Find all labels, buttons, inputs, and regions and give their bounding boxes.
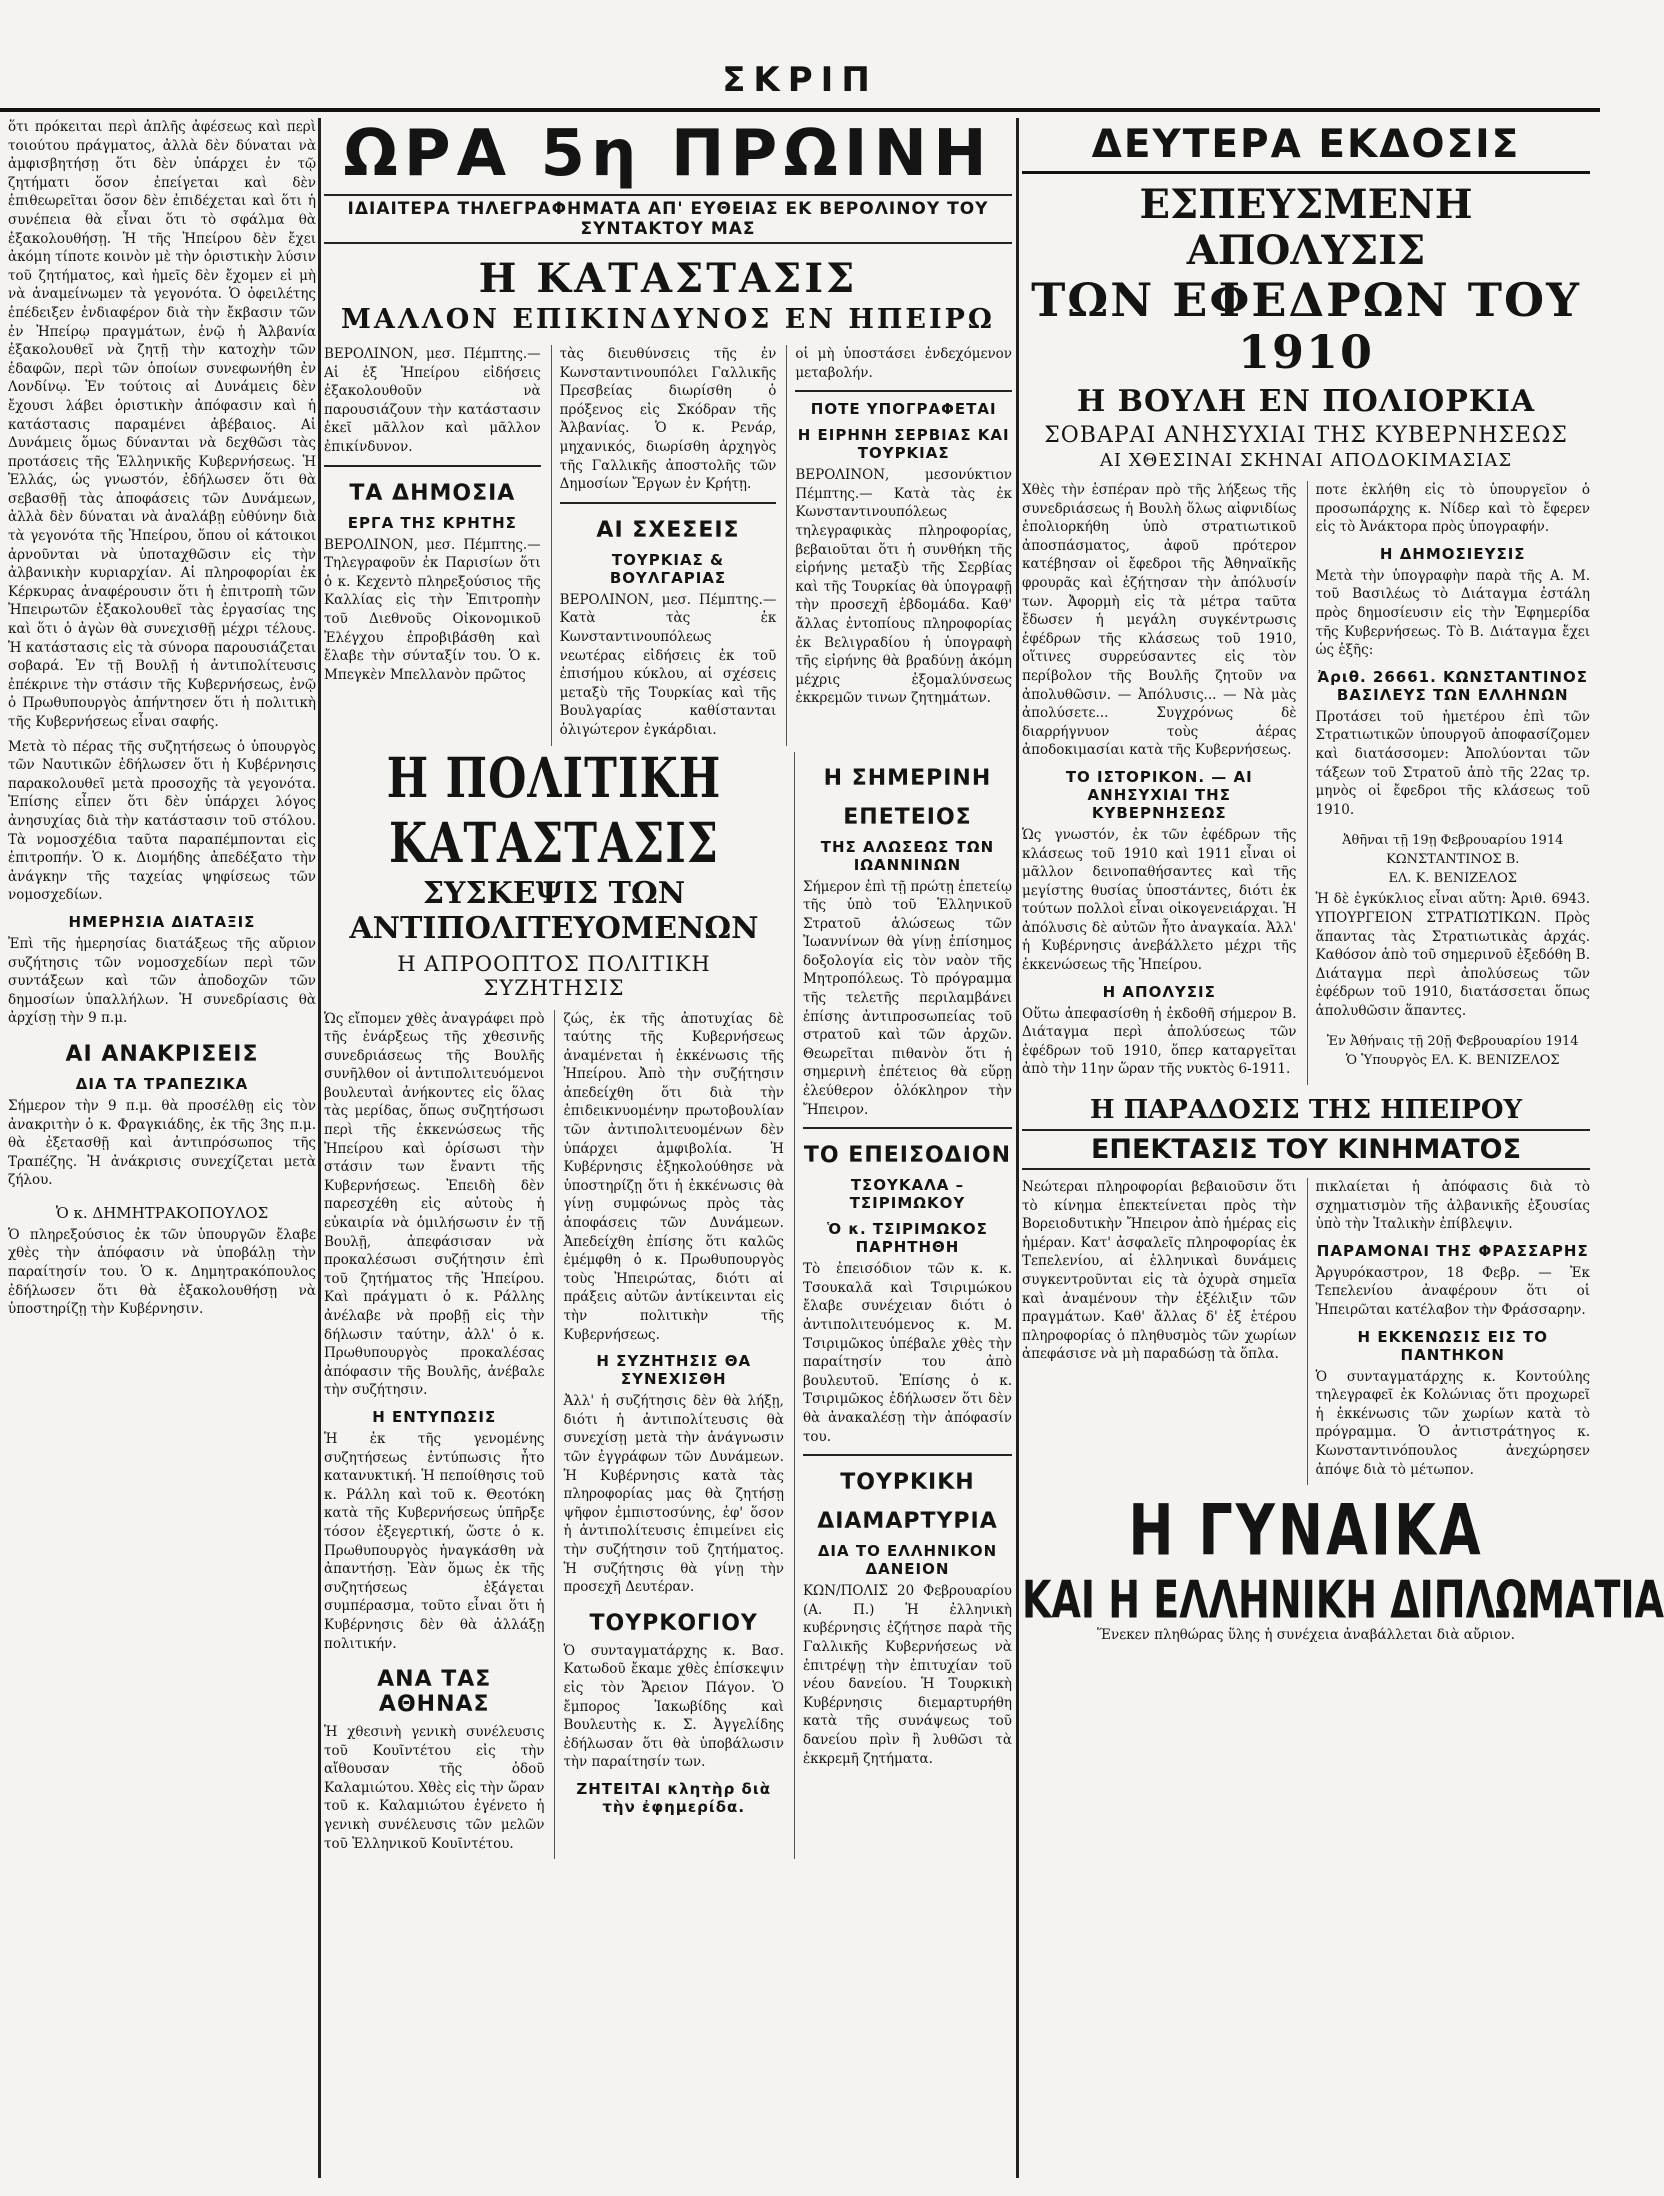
article-text: Τὸ ἐπεισόδιον τῶν κ. κ. Τσουκαλᾶ καὶ Τσιριμώκου ἔλαβε συνέχειαν διότι ὁ ἀντιπολιτευόμενος κ. Μ. Τσιριμῶκος ὑπέβαλε χθὲς τὴν παραίτησίν του ἀπὸ βουλευτοῦ. Ἐπίσης ὁ κ. Τσιριμῶκος ἐδήλωσεν ὅτι δὲν θὰ ἀνακαλέσῃ τὴν ἀπόφασίν του.	[802, 1261, 1012, 1445]
divider	[803, 1454, 1012, 1456]
right-col-2	[1307, 481, 1591, 1085]
politics-col-1	[324, 1010, 544, 1860]
epirus-columns	[1022, 1178, 1590, 1485]
masthead: ΣΚΡΙΠ	[722, 60, 878, 100]
section-subheading: Η ΕΙΡΗΝΗ ΣΕΡΒΙΑΣ ΚΑΙ ΤΟΥΡΚΙΑΣ	[797, 426, 1010, 463]
dispatch-col-1	[324, 345, 541, 746]
right-col-1	[1022, 481, 1297, 1085]
section-heading: ΑΝΑ ΤΑΣ ΑΘΗΝΑΣ	[377, 1667, 492, 1718]
headline-espeusmeni: ΕΣΠΕΥΣΜΕΝΗ ΑΠΟΛΥΣΙΣ	[1139, 181, 1473, 274]
headline-vouli: Η ΒΟΥΛΗ ΕΝ ΠΟΛΙΟΡΚΙΑ	[1076, 384, 1536, 419]
article-text: Οὕτω ἀπεφασίσθη ἡ ἐκδοθῆ σήμερον Β. Διάταγμα περὶ ἀπολύσεως τῶν ἐφέδρων τοῦ 1910, ὅπερ καταργεῖται ἀπὸ τὴν 11ην ὥραν τῆς νυκτὸς 6-1911.	[1022, 1005, 1297, 1078]
article-text: Μετὰ τὸ πέρας τῆς συζητήσεως ὁ ὑπουργὸς τῶν Ναυτικῶν ἐδήλωσεν ὅτι ἡ Κυβέρνησις παρακολουθεῖ μετὰ προσοχῆς τὰ γεγονότα. Ἐπίσης εἶπεν ὅτι δὲν ὑπάρχει λόγος ἀνησυχίας διὰ τὴν κατάστασιν τοῦ στόλου. Τὰ νομοσχέδια ταῦτα παραπέμπονται εἰς ἐπιτροπήν. Ὁ κ. Διομήδης ἀπεδέξατο τὴν ἀνάγκην τῆς ταχείας ψηφίσεως τῶν νομοσχεδίων.	[8, 738, 316, 904]
divider	[560, 502, 777, 504]
article-text: Ὁ συνταγματάρχης κ. Κοντούλης τηλεγραφεῖ ἐκ Κολώνιας ὅτι προχωρεῖ ἡ ἐκκένωσις τῶν χωρίων κατὰ τὸ πρόγραμμα. Ὁ ἀντιστράτηγος κ. Κωνσταντινόπουλος ἀνεχώρησεν ἀπόψε διὰ τὸ μέτωπον.	[1315, 1368, 1590, 1478]
section-subheading: Ὁ κ. ΤΣΙΡΙΜΩΚΟΣ ΠΑΡΗΤΗΘΗ	[827, 1220, 988, 1257]
article-text: Ἕνεκεν πληθώρας ὕλης ἡ συνέχεια ἀναβάλλεται διὰ αὔριον.	[1097, 1627, 1515, 1644]
divider	[324, 465, 541, 467]
headline-politiki: Η ΠΟΛΙΤΙΚΗ ΚΑΤΑΣΤΑΣΙΣ	[386, 746, 722, 876]
headline-diplomatia: ΚΑΙ Η ΕΛΛΗΝΙΚΗ ΔΙΠΛΩΜΑΤΙΑ	[1022, 1570, 1664, 1630]
divider	[795, 390, 1012, 392]
section-heading: ΑΙ ΑΝΑΚΡΙΣΕΙΣ	[65, 1041, 259, 1067]
section-heading: ΠΟΤΕ ΥΠΟΓΡΑΦΕΤΑΙ	[810, 400, 997, 419]
article-text: ΒΕΡΟΛΙΝΟΝ, μεσ. Πέμπτης.— Αἱ ἐξ Ἠπείρου εἰδήσεις ἐξακολουθοῦν νὰ παρουσιάζουν τὴν κατάστασιν ἐκεῖ μᾶλλον καὶ μᾶλλον ἐπικίνδυνον.	[324, 346, 541, 455]
main-headline: Η ΚΑΤΑΣΤΑΣΙΣ	[478, 255, 858, 302]
section-heading: Η ΑΠΟΛΥΣΙΣ	[1102, 982, 1216, 1001]
politics-section	[324, 746, 1012, 1860]
decree-minister: Ὁ Ὑπουργὸς ΕΛ. Κ. ΒΕΝΙΖΕΛΟΣ	[1345, 1053, 1560, 1069]
headline-sovarai: ΣΟΒΑΡΑΙ ΑΝΗΣΥΧΙΑΙ ΤΗΣ ΚΥΒΕΡΝΗΣΕΩΣ	[1044, 423, 1568, 448]
article-text: Προτάσει τοῦ ἡμετέρου ἐπὶ τῶν Στρατιωτικῶν ὑπουργοῦ ἀποφασίζομεν καὶ διατάσσομεν: Ἀπολύονται τῶν τάξεων τοῦ Στρατοῦ ἀπὸ τῆς 22ας τρ. μηνὸς οἱ ἔφεδροι τῆς κλάσεως τοῦ 1910.	[1315, 708, 1590, 818]
dispatch-col-3	[786, 345, 1012, 746]
article-text: ΚΩΝ/ΠΟΛΙΣ 20 Φεβρουαρίου (Α. Π.) Ἡ ἐλληνικὴ κυβέρνησις ἐζήτησε παρὰ τῆς Γαλλικῆς Κυβερνήσεως νὰ ἐπιτρέψῃ τὴν ἐπιτυχίαν τοῦ νέου δανείου. Ἡ Τουρκικὴ Κυβέρνησις διεμαρτυρήθη κατὰ τῆς συνάψεως τοῦ δανείου πρὶν ἢ λυθῶσι τὰ ἐκκρεμῆ ζητήματα.	[802, 1583, 1012, 1767]
decree-minister: ΕΛ. Κ. ΒΕΝΙΖΕΛΟΣ	[1388, 871, 1517, 887]
article-text: Ὡς γνωστόν, ἐκ τῶν ἐφέδρων τῆς κλάσεως τοῦ 1910 καὶ 1911 εἶναι οἱ μᾶλλον δεινοπαθήσαντες καὶ τῆς μεγίστης θυσίας ὑποστάντες, διότι ἐκ τούτων πολλοὶ εἶναι οἰκογενειάρχαι. Ἡ ἀπόλυσις δὲ αὐτῶν ἦτο ἀναγκαία. Ἀλλ' ἡ Κυβέρνησις ἀνεβάλλετο μέχρι τῆς ἐκκενώσεως τῆς Ἠπείρου.	[1022, 826, 1297, 974]
column-divider	[318, 118, 321, 2178]
politics-side	[794, 752, 1012, 1860]
section-heading: Η ΔΗΜΟΣΙΕΥΣΙΣ	[1379, 544, 1526, 563]
column-middle	[324, 118, 1012, 2178]
politics-main	[324, 746, 784, 1860]
section-subheading: ΤΗΣ ΑΛΩΣΕΩΣ ΤΩΝ ΙΩΑΝΝΙΝΩΝ	[820, 837, 995, 874]
section-heading: ΑΙ ΣΧΕΣΕΙΣ	[596, 517, 740, 543]
politics-col-2	[554, 1010, 783, 1860]
divider	[803, 1127, 1012, 1129]
section-subheading: ΕΡΓΑ ΤΗΣ ΚΡΗΤΗΣ	[347, 513, 517, 532]
column-divider	[1016, 118, 1019, 2178]
article-text: Ἀλλ' ἡ συζήτησις δὲν θὰ λήξῃ, διότι ἡ ἀντιπολίτευσις θὰ συνεχίσῃ μετὰ τὴν ἀνάγνωσιν τῶν ἐγγράφων τῶν Δυνάμεων. Ἡ Κυβέρνησις κατὰ τὰς πληροφορίας μας θὰ ζητήσῃ ψῆφον ἐμπιστοσύνης, ἐφ' ὅσον ἡ ἀντιπολίτευσις ἐπιμείνει εἰς τὴν συζήτησιν τοῦ ζητήματος. Ἡ συζήτησις θὰ γίνῃ τὴν προσεχῆ Δευτέραν.	[563, 1393, 784, 1596]
article-text: Χθὲς τὴν ἑσπέραν πρὸ τῆς λήξεως τῆς συνεδριάσεως ἡ Βουλὴ ὅλως αἰφνιδίως ἐπολιορκήθη ὑπὸ στρατιωτικοῦ ἀποσπάσματος, ἀφοῦ πρότερον κατέβησαν οἱ ἔφεδροι τῆς Ἀθηναϊκῆς φρουρᾶς καὶ ἐζήτησαν τὴν ἀπόλυσίν των. Ἀφορμὴ εἰς τὰ μέτρα ταῦτα ἔδωσεν ἡ μεγάλη συγκέντρωσις ἐφέδρων τῆς κλάσεως τοῦ 1910, οἵτινες συρρεύσαντες εἰς τὸν περίβολον τῆς Βουλῆς ζητοῦν να ἀπολυθῶσιν. — Ἀπόλυσις... — Νὰ μὰς ἀπολύσετε... Συγχρόνως δὲ διαρρήγνυον τοὺς ἀέρας ἀποδοκιμασίαι κατὰ τῆς Κυβερνήσεως.	[1022, 482, 1297, 759]
section-heading: Η ΕΝΤΥΠΩΣΙΣ	[372, 1407, 497, 1426]
epirus-col-2	[1307, 1178, 1591, 1485]
headline-epektasis: ΕΠΕΚΤΑΣΙΣ ΤΟΥ ΚΙΝΗΜΑΤΟΣ	[1022, 1129, 1590, 1170]
right-columns	[1022, 481, 1590, 1085]
second-edition-title: ΔΕΥΤΕΡΑ ΕΚΔΟΣΙΣ	[1022, 122, 1590, 174]
section-heading: ΤΟ ΕΠΕΙΣΟΔΙΟΝ	[803, 1143, 1012, 1169]
article-text: Ἡ δὲ ἐγκύκλιος εἶναι αὕτη: Ἀριθ. 6943. ΥΠΟΥΡΓΕΙΟΝ ΣΤΡΑΤΙΩΤΙΚΩΝ. Πρὸς ἅπαντας τὰς Στρατιωτικὰς ἀρχάς. Καθόσον ἀπὸ τοῦ σημερινοῦ ἐξεδόθη Β. Διάταγμα περὶ ἀπολύσεως τῶν ἐφέδρων τοῦ 1910, διατάσσεται ὅπως ἀπολυθῶσιν ἅπαντες.	[1315, 891, 1590, 1019]
headline-paradosis: Η ΠΑΡΑΔΟΣΙΣ ΤΗΣ ΗΠΕΙΡΟΥ	[1089, 1095, 1523, 1126]
article-text: Ἐπὶ τῆς ἡμερησίας διατάξεως τῆς αὔριον συζήτησις τῶν νομοσχεδίων περὶ τῶν συντάξεων καὶ τῶν ἀποδοχῶν τῶν δημοσίων ὑπαλλήλων. Ἡ συνεδρίασις θὰ ἀρχίσῃ τὴν 9 π.μ.	[8, 935, 316, 1027]
dispatch-columns	[324, 345, 1012, 746]
section-heading: ΔΙΑΜΑΡΤΥΡΙΑ	[817, 1509, 998, 1535]
article-text: Ὁ συνταγματάρχης κ. Βασ. Κατωδοῦ ἔκαμε χθὲς ἐπίσκεψιν εἰς τὸν Ἄρειον Πάγον. Ὁ ἔμπορος Ἰακωβίδης καὶ Βουλευτὴς κ. Σ. Ἀγγελίδης ἐδήλωσαν ὅτι θὰ ὑποβάλωσιν τὴν παραίτησίν των.	[563, 1642, 784, 1771]
decree-date: Ἀθῆναι τῇ 19ῃ Φεβρουαρίου 1914	[1342, 833, 1564, 849]
section-subheading: ΔΙΑ ΤΑ ΤΡΑΠΕΖΙΚΑ	[75, 1074, 249, 1093]
section-heading: ΤΟΥΡΚΟΓΙΟΥ	[589, 1610, 758, 1636]
headline-aprooptos: Η ΑΠΡΟΟΠΤΟΣ ΠΟΛΙΤΙΚΗ ΣΥΖΗΤΗΣΙΣ	[397, 951, 711, 1000]
article-text: ΒΕΡΟΛΙΝΟΝ, μεσονύκτιον Πέμπτης.— Κατὰ τὰς ἐκ Κωνσταντινουπόλεως τηλεγραφικὰς πληροφορίας, βεβαιοῦται ὅτι ἡ συνθήκη τῆς εἰρήνης μεταξὺ τῆς Σερβίας καὶ τῆς Τουρκίας θὰ ὑπογραφῇ τὴν προσεχῆ ἑβδομάδα. Καθ' ἄλλας ἐντοπίους πληροφορίας ἐκ Βελιγραδίου ἡ ὑπογραφὴ τῆς εἰρήνης θὰ βραδύνῃ ἀκόμη μέχρις ἐξομαλύνσεως ἐκκρεμῶν τινων ζητημάτων.	[795, 467, 1013, 707]
section-heading: Η ΣΥΖΗΤΗΣΙΣ ΘΑ ΣΥΝΕΧΙΣΘΗ	[596, 1352, 752, 1389]
column-left	[8, 118, 316, 2178]
decree-date: Ἐν Ἀθήναις τῇ 20ῇ Φεβρουαρίου 1914	[1326, 1034, 1579, 1050]
article-text: ποτε ἐκλήθη εἰς τὸ ὑπουργεῖον ὁ προσωπάρχης κ. Νίδερ καὶ τὸ ἔφερεν εἰς τὸ Ἀνάκτορα πρὸς ὑπογραφήν.	[1315, 482, 1590, 536]
article-text: οἱ μὴ ὑποστάσει ἐνδεχόμενον μεταβολήν.	[795, 346, 1013, 381]
top-rule	[0, 108, 1600, 112]
article-text: τὰς διευθύνσεις τῆς ἐν Κωνσταντινουπόλει Γαλλικῆς Πρεσβείας διωρίσθη ὁ πρόξενος εἰς Σκόδραν τῆς Ἀλβανίας. Ὁ κ. Ρενάρ, μηχανικός, διωρίσθη ἀρχηγὸς τῆς Γαλλικῆς ἀποστολῆς τῶν Δημοσίων Ἔργων ἐν Κρήτῃ.	[559, 346, 777, 493]
article-text: Ἡ ἐκ τῆς γενομένης συζητήσεως ἐντύπωσις ἦτο κατανυκτική. Ἡ πεποίθησις τοῦ κ. Ράλλη καὶ τοῦ κ. Θεοτόκη κατὰ τῆς Κυβερνήσεως ὑπῆρξε τόσον ἐξεγερτική, ὥστε ὁ κ. Πρωθυπουργὸς ἠναγκάσθη νὰ ἀπαντήσῃ. Ἐὰν ὅμως ἐκ τῆς συζητήσεως ἐξάγεται συμπέρασμα, τοῦτο εἶναι ὅτι ἡ Κυβέρνησις δὲν θὰ ἀλλάξῃ πολιτικήν.	[324, 1430, 545, 1652]
article-text: Ὡς εἴπομεν χθὲς ἀναγράφει πρὸ τῆς ἐνάρξεως τῆς χθεσινῆς συνεδριάσεως τῆς Βουλῆς συνῆλθον οἱ ἀντιπολιτευόμενοι βουλευταὶ ἀνήκοντες εἰς ὅλας τὰς μερίδας, ὅπως συζητήσωσι περὶ τῆς ἐκκενώσεως τῆς Ἠπείρου καὶ ὁρίσωσι τὴν στάσιν των ἔναντι τῆς Κυβερνήσεως. Ἐπειδὴ δὲν παρεσχέθη εἰς αὐτοὺς ἡ εὐκαιρία νὰ ὁμιλήσωσιν ἐν τῇ Βουλῇ, ἀπεφάσισαν νὰ προκαλέσωσι συζήτησιν ἐπὶ τοῦ ζητήματος τῆς Ἠπείρου. Καὶ πράγματι ὁ κ. Ράλλης ἀνέλαβε νὰ προβῇ εἰς τὴν δήλωσιν ταύτην, ἀλλ' ὁ κ. Πρωθυπουργὸς προκαλέσας ἀπόφασιν τῆς Βουλῆς, ἀνέβαλε τὴν συζήτησιν.	[324, 1010, 545, 1399]
article-text: Ἀργυρόκαστρον, 18 Φεβρ. — Ἐκ Τεπελενίου ἀναφέρουν ὅτι οἱ Ἠπειρῶται κατέλαβον τὴν Φράσσαρην.	[1315, 1264, 1590, 1318]
section-heading: ΤΟΥΡΚΙΚΗ	[840, 1470, 975, 1496]
article-text: ΒΕΡΟΛΙΝΟΝ, μεσ. Πέμπτης.— Κατὰ τὰς ἐκ Κωνσταντινουπόλεως νεωτέρας εἰδήσεις ἐκ τοῦ ἐπισήμου κύκλου, αἱ σχέσεις μεταξὺ τῆς Τουρκίας καὶ τῆς Βουλγαρίας καθίστανται ὁλιγώτερον ἐγκάρδιαι.	[559, 591, 777, 738]
section-heading: ΗΜΕΡΗΣΙΑ ΔΙΑΤΑΞΙΣ	[68, 912, 256, 931]
headline-xthesinai: ΑΙ ΧΘΕΣΙΝΑΙ ΣΚΗΝΑΙ ΑΠΟΔΟΚΙΜΑΣΙΑΣ	[1099, 450, 1513, 471]
column-right	[1022, 118, 1664, 2178]
article-text: ζώς, ἐκ τῆς ἀποτυχίας δὲ ταύτης τῆς Κυβερνήσεως ἀναμένεται ἡ ἐκκένωσις τῆς Ἠπείρου. Ἀπὸ τὴν συζήτησιν ἀπεδείχθη ὅτι διὰ τὴν ἐπιδεικνυομένην πρωτοβουλίαν τῶν ἀντιπολιτευομένων δὲν ὑπάρχει ἀμφιβολία. Ἡ Κυβέρνησις ἐξηκολούθησε νὰ ὑποστηρίζῃ ὅτι ἡ ἐκκένωσις θὰ γίνῃ συμφώνως πρὸς τὰς ἀποφάσεις τῶν Δυνάμεων. Ἀπεδείχθη ἐπίσης ὅτι καλῶς ἐμέμφθη ὁ κ. Πρωθυπουργὸς τοὺς Ἠπειρώτας, διότι αἱ πράξεις αὐτῶν ἀντίκεινται εἰς τὴν πολιτικὴν τῆς Κυβερνήσεως.	[563, 1010, 784, 1343]
epirus-col-1	[1022, 1178, 1297, 1485]
banner-subtitle: ΙΔΙΑΙΤΕΡΑ ΤΗΛΕΓΡΑΦΗΜΑΤΑ ΑΠ' ΕΥΘΕΙΑΣ ΕΚ ΒΕΡΟΛΙΝΟΥ ΤΟΥ ΣΥΝΤΑΚΤΟΥ ΜΑΣ	[324, 194, 1012, 244]
section-heading: Η ΣΗΜΕΡΙΝΗ	[823, 765, 992, 791]
article-text: Σήμερον τὴν 9 π.μ. θὰ προσέλθῃ εἰς τὸν ἀνακριτὴν ὁ κ. Φραγκιάδης, ἐκ τῆς 3ης π.μ. θὰ ἐξετασθῇ καὶ ἀντιπρόσωπος τῆς Τραπέζης. Ἡ ἀνάκρισις συνεχίζεται μετὰ ζήλου.	[8, 1097, 316, 1189]
headline-efedrwn: ΤΩΝ ΕΦΕΔΡΩΝ ΤΟΥ 1910	[1031, 273, 1581, 379]
article-text: Μετὰ τὴν ὑπογραφὴν παρὰ τῆς Α. Μ. τοῦ Βασιλέως τὸ Διάταγμα ἐστάλη πρὸς δημοσίευσιν εἰς τὴν Ἐφημερίδα τῆς Κυβερνήσεως. Τὸ Β. Διάταγμα ἔχει ὡς ἑξῆς:	[1315, 567, 1590, 659]
section-heading: Η ΕΚΚΕΝΩΣΙΣ ΕΙΣ ΤΟ ΠΑΝΤΗΚΟΝ	[1357, 1327, 1548, 1364]
decree-king: ΚΩΝΣΤΑΝΤΙΝΟΣ Β.	[1386, 852, 1520, 868]
section-heading: ΠΑΡΑΜΟΝΑΙ ΤΗΣ ΦΡΑΣΣΑΡΗΣ	[1316, 1241, 1589, 1260]
main-subheadline: ΜΑΛΛΟΝ ΕΠΙΚΙΝΔΥΝΟΣ ΕΝ ΗΠΕΙΡΩ	[341, 304, 995, 335]
advertisement: ΖΗΤΕΙΤΑΙ κλητὴρ διὰ τὴν ἐφημερίδα.	[576, 1779, 772, 1816]
banner-title: ΩΡΑ 5η ΠΡΩΙΝΗ	[343, 117, 993, 191]
headline-syskepsis: ΣΥΣΚΕΨΙΣ ΤΩΝ ΑΝΤΙΠΟΛΙΤΕΥΟΜΕΝΩΝ	[349, 875, 759, 946]
dispatch-col-2	[551, 345, 777, 746]
headline-gynaika: Η ΓΥΝΑΙΚΑ	[1128, 1489, 1484, 1572]
section-subheading: ΔΙΑ ΤΟ ΕΛΛΗΝΙΚΟΝ ΔΑΝΕΙΟΝ	[817, 1542, 998, 1579]
section-heading: ΤΟ ΙΣΤΟΡΙΚΟΝ. — ΑΙ ΑΝΗΣΥΧΙΑΙ ΤΗΣ ΚΥΒΕΡΝΗΣΕΩΣ	[1065, 767, 1253, 822]
section-heading: ΤΑ ΔΗΜΟΣΙΑ	[349, 480, 516, 506]
article-text: Σήμερον ἐπὶ τῇ πρώτῃ ἐπετείῳ τῆς ὑπὸ τοῦ Ἑλληνικοῦ Στρατοῦ ἁλώσεως τῶν Ἰωαννίνων θὰ γίνῃ ἐπίσημος δοξολογία εἰς τὸν ναὸν τῆς Μητροπόλεως. Τὸ πρόγραμμα τῆς τελετῆς περιλαμβάνει ἐπίσης ἀντιπροσωπείας τοῦ στρατοῦ καὶ τῶν ἀρχῶν. Θεωρεῖται πιθανὸν ὅτι ἡ σημερινὴ ἐπέτειος θὰ εὕρῃ ἐλεύθερον ὁλόκληρον τὴν Ἤπειρον.	[802, 878, 1012, 1118]
article-text: Ὁ πληρεξούσιος ἐκ τῶν ὑπουργῶν ἔλαβε χθὲς τὴν ἀπόφασιν νὰ ὑποβάλῃ τὴν παραίτησίν του. Ὁ κ. Δημητρακόπουλος ἐδήλωσεν ὅτι θὰ ἐξακολουθήσῃ νὰ ὑποστηρίζῃ τὴν Κυβέρνησιν.	[8, 1226, 316, 1318]
decree-number: Ἀριθ. 26661. ΚΩΝΣΤΑΝΤΙΝΟΣ ΒΑΣΙΛΕΥΣ ΤΩΝ ΕΛΛΗΝΩΝ	[1317, 667, 1588, 704]
politics-columns	[324, 1010, 784, 1860]
section-subheading: ΤΣΟΥΚΑΛΑ – ΤΣΙΡΙΜΩΚΟΥ	[849, 1176, 966, 1213]
article-text: Νεώτεραι πληροφορίαι βεβαιοῦσιν ὅτι τὸ κίνημα ἐπεκτείνεται πρὸς τὴν Βορειοδυτικὴν Ἤπειρον ἀπὸ ἡμέρας εἰς ἡμέραν. Κατ' ἀσφαλεῖς πληροφορίας ἐκ Τεπελενίου, αἱ ἑλληνικαὶ δυνάμεις συγκεντροῦνται εἰς τὰ ὀχυρὰ σημεῖα καὶ ἀναμένουν τὴν ἐξέλιξιν τῶν πραγμάτων. Καθ' ἄλλας δ' ἐξ ἑτέρου πληροφορίας ὁ πληθυσμὸς τῶν χωρίων ἀπεφάσισε νὰ μὴ παραδώσῃ τὰ ὅπλα.	[1022, 1179, 1297, 1363]
signature: Ὁ κ. ΔΗΜΗΤΡΑΚΟΠΟΥΛΟΣ	[55, 1203, 269, 1222]
section-heading: ΕΠΕΤΕΙΟΣ	[843, 804, 972, 830]
article-text: ΒΕΡΟΛΙΝΟΝ, μεσ. Πέμπτης.— Τηλεγραφοῦν ἐκ Παρισίων ὅτι ὁ κ. Κεχεντὸ πληρεξούσιος τῆς Καλλίας εἰς τὴν Ἐπιτροπὴν τοῦ Διεθνοῦς Οἰκονομικοῦ Ἐλέγχου ἐπροβιβάσθη καὶ ἔλαβε τὴν σύνταξίν του. Ὁ κ. Μπεγκὲν Μπελλανὸν πρῶτος	[324, 536, 541, 683]
article-text: πικλαίεται ἡ ἀπόφασις διὰ τὸ σχηματισμὸν τῆς ἀλβανικῆς ἐξουσίας ὑπὸ τὴν Ἰταλικὴν ἐπίβλεψιν.	[1315, 1179, 1590, 1233]
section-subheading: ΤΟΥΡΚΙΑΣ & ΒΟΥΛΓΑΡΙΑΣ	[609, 550, 727, 587]
article-text: Ἡ χθεσινὴ γενικὴ συνέλευσις τοῦ Κουῖντέτου εἰς τὴν αἴθουσαν τῆς ὁδοῦ Καλαμιώτου. Χθὲς εἰς τὴν ὥραν τοῦ κ. Καλαμιώτου ἐγένετο ἡ γενικὴ συνέλευσις τῶν μελῶν τοῦ Ἑλληνικοῦ Κουῖντέτου.	[324, 1724, 545, 1852]
article-text: ὅτι πρόκειται περὶ ἀπλῆς ἀφέσεως καὶ περὶ τοιούτου πράγματος, ἀλλὰ δὲν δύναται νὰ ἀμφισβητήσῃ ὅτι δὲν ὑπάρχει ἐν τῷ ζητήματι ὅσον ἐπείγεται καὶ δὲν ἐπιθεωρεῖται ὅσον δὲν ἐπιδέχεται καὶ ὅτι ἡ συνέπεια θὰ εἶναι ὅτι τὸ σφάλμα θὰ ἐξακολουθήσῃ. Ἡ τῆς Ἠπείρου δὲν ἔχει ἀκόμη τίποτε κοινὸν μὲ τὴν ὁριστικὴν λύσιν τοῦ ζητήματος, καὶ ἡμεῖς δὲν ἔχομεν εἰ μὴ νὰ ἀναμείνωμεν τὰ γεγονότα. Ὁ ὀφειλέτης ἐπέδειξεν ἐνδιαφέρον διὰ τὴν ἔκβασιν τῶν ἐν Ἠπείρῳ πραγμάτων, ἐνῷ ἡ Ἀλβανία ἐξακολουθεῖ νὰ ζητῇ τὴν κατοχὴν τῶν ἐδαφῶν, περὶ τῶν ὁποίων συνεφωνήθη ἐν Λονδίνῳ. Ἐν τούτοις αἱ Δυνάμεις δὲν ἔχουσι λάβει ὁριστικὴν ἀπόφασιν καὶ ἡ κατάστασις παραμένει ἀβέβαιος. Αἱ Δυνάμεις ὅμως δύνανται νὰ δεχθῶσι τὰς προτάσεις τῆς Ἑλληνικῆς Κυβερνήσεως. Ἡ Ἑλλάς, ὡς γνωστόν, ἐδήλωσεν ὅτι θὰ σεβασθῇ τὰς ἀποφάσεις τῶν Δυνάμεων, ἀλλὰ δὲν δύναται νὰ ἀναλάβῃ εὐθύνην διὰ τὰ γεγονότα τῆς Ἠπείρου, ὅπου οἱ κάτοικοι ἀρνοῦνται νὰ ὑποταχθῶσιν εἰς τὴν ἀλβανικὴν κυριαρχίαν. Αἱ πληροφορίαι ἐκ Κέρκυρας ἀναφέρουσιν ὅτι ἡ ἐπιτροπὴ τῶν Ἠπειρωτῶν ἐξακολουθεῖ τὰς ἐργασίας της καὶ ὅτι ὁ ἀγὼν θὰ συνεχισθῇ μέχρι τέλους. Ἡ κατάστασις εἰς τὰ σύνορα παρουσιάζεται σοβαρά. Ἐν τῇ Βουλῇ ἡ ἀντιπολίτευσις ἐπέκρινε τὴν στάσιν τῆς Κυβερνήσεως, ἐνῷ ὁ Πρωθυπουργὸς ἀπήντησεν ὅτι ἡ πολιτικὴ τῆς Κυβερνήσεως εἶναι σαφής.	[8, 119, 316, 730]
